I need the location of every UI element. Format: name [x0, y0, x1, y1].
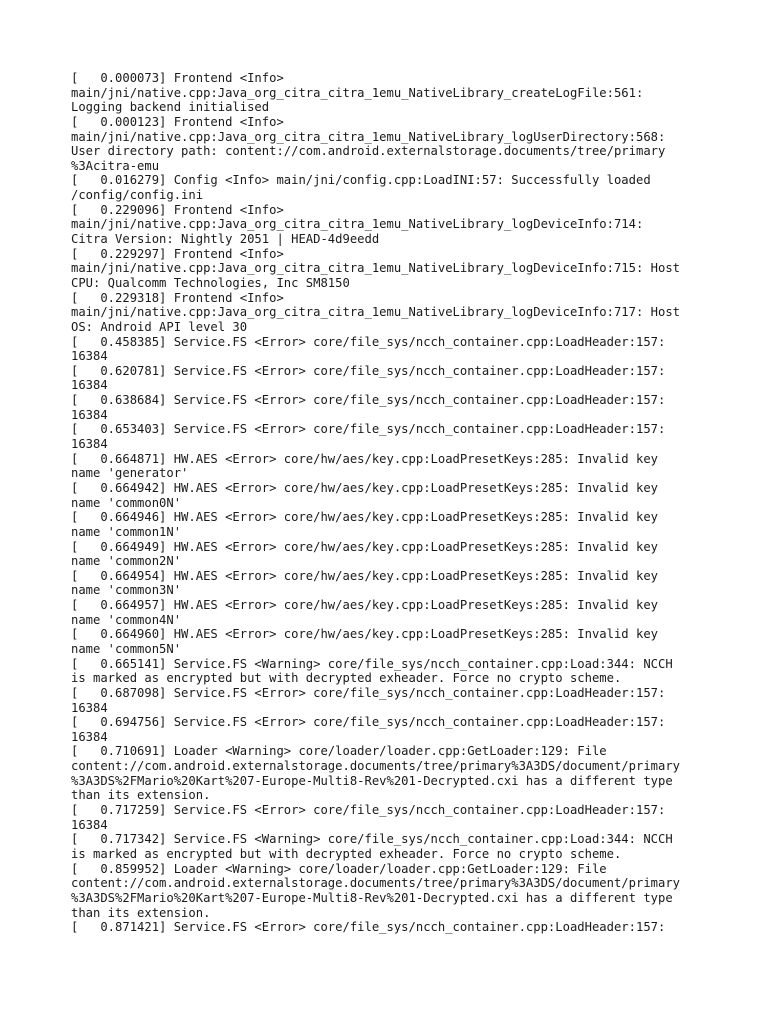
log-line: [ 0.665141] Service.FS <Warning> core/file_sys/ncch_container.cpp:Load:344: NCCH	[71, 656, 673, 671]
log-line: [ 0.871421] Service.FS <Error> core/file_sys/ncch_container.cpp:LoadHeader:157:	[71, 920, 666, 935]
log-line: [ 0.717342] Service.FS <Warning> core/file_sys/ncch_container.cpp:Load:344: NCCH	[71, 832, 673, 847]
log-line: %3A3DS%2FMario%20Kart%207-Europe-Multi8-Rev%201-Decrypted.cxi has a different type	[71, 773, 673, 788]
log-line: 16384	[71, 378, 108, 393]
log-line: name 'common1N'	[71, 524, 182, 539]
log-line: name 'common0N'	[71, 495, 182, 510]
log-line: [ 0.664949] HW.AES <Error> core/hw/aes/key.cpp:LoadPresetKeys:285: Invalid key	[71, 539, 658, 554]
log-line: [ 0.229096] Frontend <Info>	[71, 202, 284, 217]
log-line: name 'common3N'	[71, 583, 182, 598]
log-line: [ 0.229297] Frontend <Info>	[71, 246, 284, 261]
log-line: CPU: Qualcomm Technologies, Inc SM8150	[71, 275, 350, 290]
log-line: content://com.android.externalstorage.documents/tree/primary%3A3DS/document/primary	[71, 759, 681, 774]
log-line: is marked as encrypted but with decrypted exheader. Force no crypto scheme.	[71, 846, 622, 861]
log-line: name 'generator'	[71, 466, 189, 481]
log-line: 16384	[71, 437, 108, 452]
log-line: content://com.android.externalstorage.documents/tree/primary%3A3DS/document/primary	[71, 876, 681, 891]
log-line: name 'common4N'	[71, 612, 182, 627]
log-line: 16384	[71, 700, 108, 715]
log-line: [ 0.229318] Frontend <Info>	[71, 290, 284, 305]
log-line: main/jni/native.cpp:Java_org_citra_citra_1emu_NativeLibrary_logDeviceInfo:715: Host	[71, 261, 681, 276]
log-line: /config/config.ini	[71, 188, 204, 203]
log-line: OS: Android API level 30	[71, 319, 248, 334]
log-line: 16384	[71, 407, 108, 422]
log-line: than its extension.	[71, 905, 211, 920]
log-line: User directory path: content://com.android.externalstorage.documents/tree/primary	[71, 144, 666, 159]
log-line: [ 0.653403] Service.FS <Error> core/file_sys/ncch_container.cpp:LoadHeader:157:	[71, 422, 666, 437]
log-line: [ 0.664871] HW.AES <Error> core/hw/aes/key.cpp:LoadPresetKeys:285: Invalid key	[71, 451, 658, 466]
log-line: Logging backend initialised	[71, 100, 270, 115]
log-line: %3Acitra-emu	[71, 158, 160, 173]
log-line: name 'common5N'	[71, 641, 182, 656]
log-line: [ 0.458385] Service.FS <Error> core/file_sys/ncch_container.cpp:LoadHeader:157:	[71, 334, 666, 349]
log-line: [ 0.000073] Frontend <Info>	[71, 71, 284, 85]
log-line: main/jni/native.cpp:Java_org_citra_citra_1emu_NativeLibrary_createLogFile:561:	[71, 85, 644, 100]
log-line: [ 0.694756] Service.FS <Error> core/file_sys/ncch_container.cpp:LoadHeader:157:	[71, 715, 666, 730]
log-line: [ 0.664957] HW.AES <Error> core/hw/aes/key.cpp:LoadPresetKeys:285: Invalid key	[71, 598, 658, 613]
log-line: 16384	[71, 817, 108, 832]
log-line: is marked as encrypted but with decrypted exheader. Force no crypto scheme.	[71, 671, 622, 686]
log-line: Citra Version: Nightly 2051 | HEAD-4d9eedd	[71, 232, 380, 247]
log-line: main/jni/native.cpp:Java_org_citra_citra_1emu_NativeLibrary_logDeviceInfo:714:	[71, 217, 644, 232]
log-line: 16384	[71, 729, 108, 744]
log-line: name 'common2N'	[71, 554, 182, 569]
log-line: [ 0.710691] Loader <Warning> core/loader/loader.cpp:GetLoader:129: File	[71, 744, 607, 759]
log-line: [ 0.664960] HW.AES <Error> core/hw/aes/key.cpp:LoadPresetKeys:285: Invalid key	[71, 627, 658, 642]
log-line: [ 0.664942] HW.AES <Error> core/hw/aes/key.cpp:LoadPresetKeys:285: Invalid key	[71, 480, 658, 495]
log-line: main/jni/native.cpp:Java_org_citra_citra_1emu_NativeLibrary_logUserDirectory:568:	[71, 129, 666, 144]
log-line: %3A3DS%2FMario%20Kart%207-Europe-Multi8-Rev%201-Decrypted.cxi has a different type	[71, 890, 673, 905]
log-line: [ 0.638684] Service.FS <Error> core/file_sys/ncch_container.cpp:LoadHeader:157:	[71, 393, 666, 408]
log-line: [ 0.687098] Service.FS <Error> core/file_sys/ncch_container.cpp:LoadHeader:157:	[71, 685, 666, 700]
log-line: [ 0.016279] Config <Info> main/jni/config.cpp:LoadINI:57: Successfully loaded	[71, 173, 651, 188]
log-line: main/jni/native.cpp:Java_org_citra_citra_1emu_NativeLibrary_logDeviceInfo:717: Host	[71, 305, 681, 320]
log-line: [ 0.664946] HW.AES <Error> core/hw/aes/key.cpp:LoadPresetKeys:285: Invalid key	[71, 510, 658, 525]
log-line: [ 0.620781] Service.FS <Error> core/file_sys/ncch_container.cpp:LoadHeader:157:	[71, 363, 666, 378]
log-line: [ 0.664954] HW.AES <Error> core/hw/aes/key.cpp:LoadPresetKeys:285: Invalid key	[71, 568, 658, 583]
log-line: [ 0.000123] Frontend <Info>	[71, 114, 284, 129]
log-document	[71, 71, 711, 935]
log-line: than its extension.	[71, 788, 211, 803]
log-line: [ 0.859952] Loader <Warning> core/loader/loader.cpp:GetLoader:129: File	[71, 861, 607, 876]
log-line: [ 0.717259] Service.FS <Error> core/file_sys/ncch_container.cpp:LoadHeader:157:	[71, 803, 666, 818]
log-line: 16384	[71, 349, 108, 364]
